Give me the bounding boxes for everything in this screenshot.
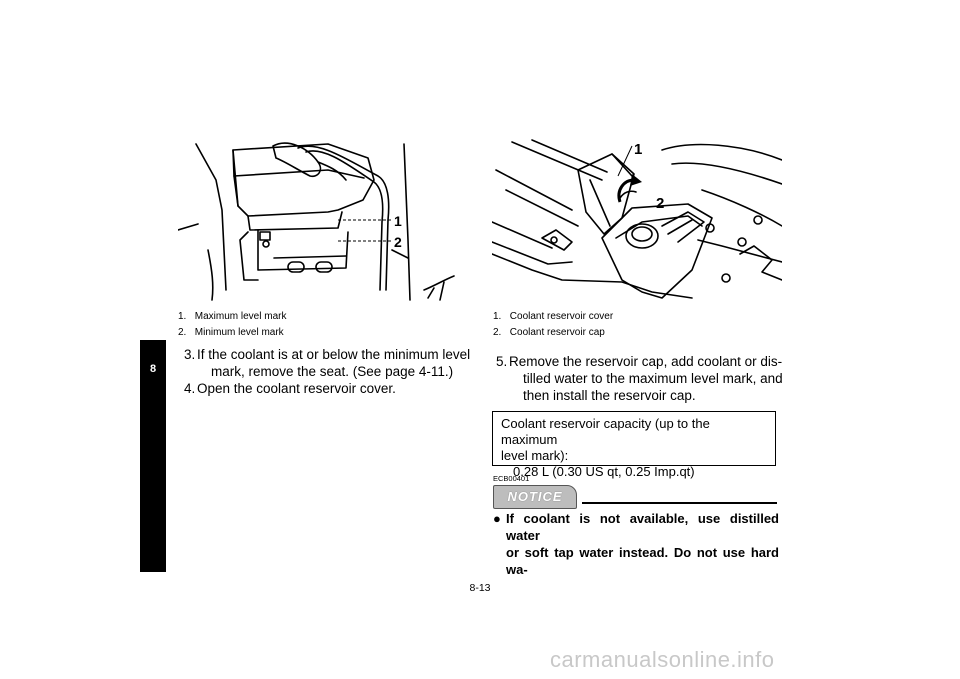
watermark[interactable]: carmanualsonline.info bbox=[550, 647, 775, 672]
page-number: 8-13 bbox=[469, 582, 491, 594]
notice-rule bbox=[582, 502, 777, 504]
step-3: 3. If the coolant is at or below the minimum level mark, remove the seat. (See page 4-11.) bbox=[184, 347, 471, 379]
spec-line: level mark): bbox=[501, 448, 569, 463]
step-4: 4. Open the coolant reservoir cover. bbox=[184, 381, 396, 396]
step-5: 5. Remove the reservoir cap, add coolant or dis- tilled water to the maximum level mark, and then install the reservoir cap. bbox=[496, 354, 783, 403]
reservoir-cover-illustration bbox=[492, 130, 782, 302]
spec-value: 0.28 L (0.30 US qt, 0.25 Imp.qt) bbox=[513, 464, 695, 479]
notice-text: ● If coolant is not available, use distilled water or soft tap water instead. Do not use hard wa- bbox=[493, 511, 779, 577]
spec-line: Coolant reservoir capacity (up to the maximum bbox=[501, 416, 710, 447]
callout-2: 2 bbox=[656, 195, 665, 212]
callout-1: 1 bbox=[394, 213, 402, 229]
caption-item: 1. Coolant reservoir cover bbox=[493, 311, 614, 322]
left-steps bbox=[162, 346, 472, 397]
coolant-level-illustration bbox=[178, 140, 468, 302]
caption-item: 2. Coolant reservoir cap bbox=[493, 327, 605, 338]
bullet-icon: ● bbox=[493, 511, 501, 526]
chapter-number: 8 bbox=[149, 363, 157, 375]
notice-code: ECB00401 bbox=[493, 474, 530, 483]
right-figure-captions bbox=[493, 309, 613, 341]
left-figure-captions bbox=[178, 309, 286, 341]
caption-item: 2. Minimum level mark bbox=[178, 327, 284, 338]
caption-item: 1. Maximum level mark bbox=[178, 311, 287, 322]
callout-2: 2 bbox=[394, 234, 402, 250]
right-steps bbox=[474, 353, 784, 404]
callout-1: 1 bbox=[634, 141, 643, 158]
notice-badge: NOTICE bbox=[493, 485, 577, 509]
